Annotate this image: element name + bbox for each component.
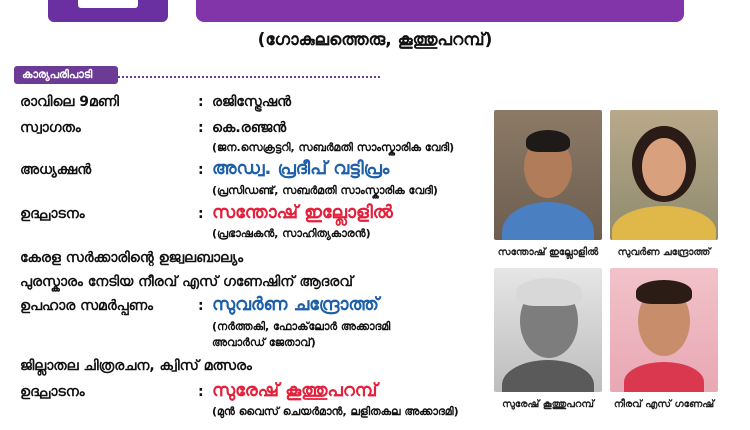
award-line: പുരസ്കാരം നേടിയ നീരവ് എസ് ഗണേഷിന് ആദരവ് (20, 274, 353, 290)
inauguration-value: സന്തോഷ് ഇല്ലോളിൽ (212, 202, 393, 223)
photo-santhosh (494, 110, 602, 240)
welcome-value: കെ.രഞ്ജൻ (212, 120, 287, 136)
colon: : (198, 162, 204, 178)
presidency-sub: (പ്രസിഡണ്ട്, സബർമതി സാംസ്കാരിക വേദി) (212, 184, 438, 197)
caption-suresh: സുരേഷ് കൂത്തുപറമ്പ് (502, 399, 594, 410)
presidency-value: അഡ്വ. പ്രദീപ് വട്ടിപ്രം (212, 158, 390, 179)
colon: : (198, 384, 204, 400)
kerala-line: കേരള സർക്കാരിന്റെ ഉജ്വലബാല്യം (20, 250, 244, 266)
colon: : (198, 120, 204, 136)
inauguration-sub: (പ്രഭാഷകൻ, സാഹിത്യകാരൻ) (212, 227, 371, 240)
photo-neerav (610, 268, 718, 392)
welcome-label: സ്വാഗതം (20, 120, 81, 136)
gift-sub-2: അവാർഡ് ജേതാവ്) (212, 336, 316, 349)
caption-santhosh: സന്തോഷ് ഇല്ലോളിൽ (497, 247, 599, 258)
photo-suvarna (610, 110, 718, 240)
photo-suresh (494, 268, 602, 392)
time-value: രജിസ്ട്രേഷൻ (212, 94, 292, 110)
caption-neerav: നീരവ് എസ് ഗണേഷ് (613, 399, 715, 410)
colon: : (198, 206, 204, 222)
presidency-label: അധ്യക്ഷൻ (20, 162, 92, 178)
welcome-sub: (ജന.സെക്രട്ടറി, സബർമതി സാംസ്കാരിക വേദി) (212, 141, 455, 154)
gift-sub-1: (നർത്തകി, ഫോക്‌ലോർ അക്കാദമി (212, 320, 391, 333)
inauguration-label: ഉദ്ഘാടനം (20, 206, 85, 222)
inauguration2-label: ഉദ്ഘാടനം (20, 384, 85, 400)
colon: : (198, 298, 204, 314)
venue-subtitle: (ഗോകുലത്തെരു, കൂത്തുപറമ്പ്) (257, 30, 493, 50)
gift-value: സുവർണ ചന്ദ്രോത്ത് (212, 294, 379, 315)
inauguration2-sub: (മുൻ വൈസ് ചെയർമാൻ, ലളിതകല അക്കാദമി) (212, 405, 459, 418)
inauguration2-value: സുരേഷ് കൂത്തുപറമ്പ് (212, 380, 378, 401)
time-label: രാവിലെ 9മണി (20, 94, 119, 110)
program-section-tag: കാര്യപരിപാടി (14, 66, 118, 84)
contest-line: ജില്ലാതല ചിത്രരചന, ക്വിസ് മത്സരം (20, 358, 252, 374)
colon: : (198, 94, 204, 110)
gift-label: ഉപഹാര സമർപ്പണം (20, 298, 154, 314)
caption-suvarna: സുവർണ ചന്ദ്രോത്ത് (617, 247, 711, 258)
